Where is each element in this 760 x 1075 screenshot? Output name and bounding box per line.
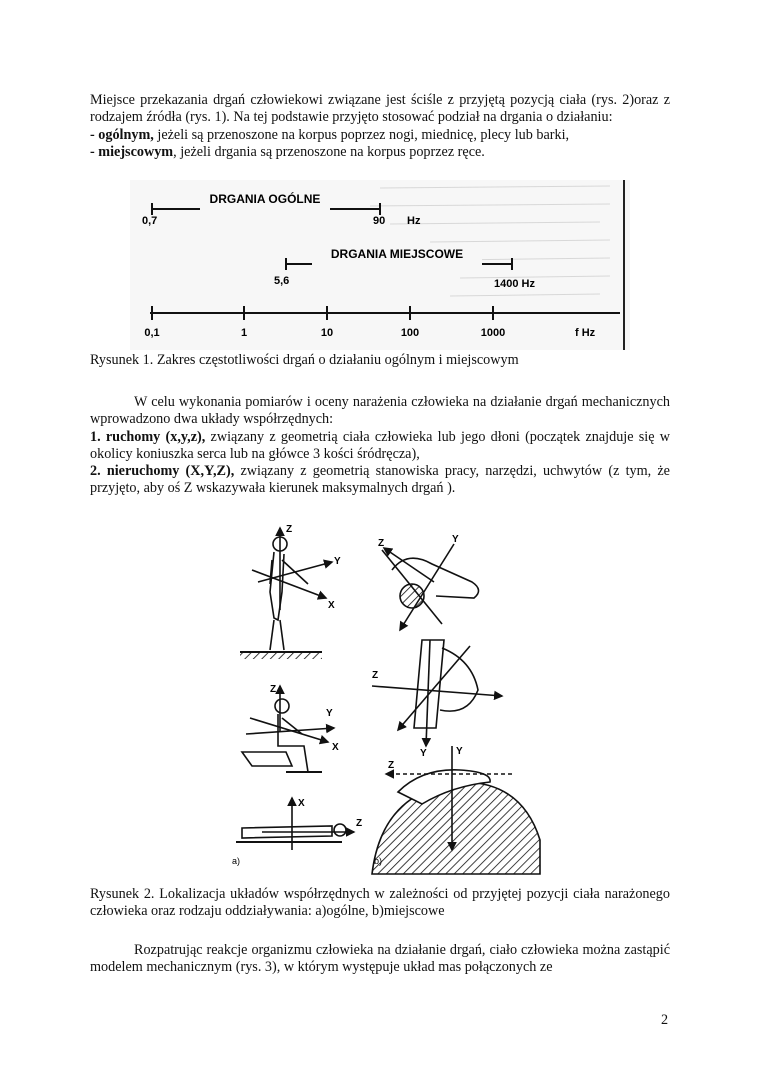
tick-label: 100 [400, 327, 420, 339]
list-item-moving: 1. ruchomy (x,y,z), związany z geometrią ciała człowieka lub jego dłoni (początek znajduje się w okolicy koniuszka serca lub na główce 3 kości śródręcza), [90, 428, 671, 462]
figure1-caption: Rysunek 1. Zakres częstotliwości drgań o działaniu ogólnym i miejscowym [90, 352, 519, 368]
axis-x-label: X [332, 742, 339, 753]
figure-frequency-range [130, 180, 630, 350]
axis-z-label: Z [270, 684, 277, 695]
label-a: a) [232, 856, 241, 866]
axis-z-label: Z [372, 670, 379, 681]
paragraph-text: Rozpatrując reakcje organizmu człowieka na działanie drgań, ciało człowieka można zastąpić modelem mechanicznym (rys. 3), w którym występuje układ mas połączonych ze [90, 942, 670, 976]
axis-z-label: Z [286, 524, 293, 535]
standing-person-figure [240, 528, 332, 656]
label-b: b) [374, 856, 383, 866]
paragraph-intro: Miejsce przekazania drgań człowiekowi związane jest ściśle z przyjętą pozycją ciała (rys. 2)oraz z rodzajem źródła (rys. 1). Na tej podstawie przyjęto stosować podział na drgania o działaniu: [90, 92, 670, 126]
paragraph-mechanical-model [90, 942, 670, 977]
paragraph-coordinate-systems [90, 394, 670, 498]
term-fixed: 2. nieruchomy (X,Y,Z), [90, 463, 235, 480]
axis-y-label: Y [420, 748, 427, 759]
term-moving: 1. ruchomy (x,y,z), [90, 428, 206, 445]
axis-y-label: Y [326, 708, 333, 719]
label-general-vibration: DRGANIA OGÓLNE [209, 192, 321, 206]
tick-label: 0,1 [144, 327, 160, 339]
paragraph-intro: W celu wykonania pomiarów i oceny narażenia człowieka na działanie drgań mechanicznych wprowadzono dwa układy współrzędnych: [90, 394, 670, 428]
term-local: - miejscowym [90, 143, 174, 160]
list-item-general: - ogólnym, jeżeli są przenoszone na korpus poprzez nogi, miednicę, plecy lub barki, [90, 126, 570, 143]
paragraph-vibration-classification [90, 92, 670, 161]
hand-tool-figure [372, 640, 502, 746]
label-general-unit: Hz [407, 215, 421, 227]
axis-unit-label: f Hz [575, 327, 596, 339]
label-general-max: 90 [373, 215, 386, 227]
label-general-min: 0,7 [142, 215, 158, 227]
label-local-max: 1400 Hz [494, 278, 535, 290]
hand-grip-figure [382, 544, 479, 630]
axis-y-label: Y [334, 556, 341, 567]
axis-z-label: Z [356, 818, 363, 829]
hand-surface-figure [372, 746, 540, 874]
seated-person-figure [242, 686, 334, 772]
lying-person-figure [236, 798, 354, 850]
axis-x-label: X [328, 600, 335, 611]
list-item-local: - miejscowym, jeżeli drgania są przenoszone na korpus poprzez ręce. [90, 143, 485, 160]
axis-y-label: Y [456, 746, 463, 757]
axis-y-label: Y [452, 534, 459, 545]
figure2-caption: Rysunek 2. Lokalizacja układów współrzędnych w zależności od przyjętej pozycji ciała narażonego człowieka oraz rodzaju oddziaływania: a)ogólne, b)miejscowe [90, 886, 670, 920]
axis-z-label: Z [388, 760, 395, 771]
page-number: 2 [661, 1012, 669, 1028]
label-local-min: 5,6 [274, 275, 290, 287]
term-general: - ogólnym, [90, 126, 154, 143]
tick-label: 10 [320, 327, 334, 339]
axis-x-label: X [298, 798, 305, 809]
figure-coordinate-systems [222, 520, 542, 884]
axis-z-label: Z [378, 538, 385, 549]
label-local-vibration: DRGANIA MIEJSCOWE [330, 247, 464, 261]
tick-label: 1000 [480, 327, 506, 339]
tick-label: 1 [240, 327, 248, 339]
list-item-fixed: 2. nieruchomy (X,Y,Z), związany z geometrią stanowiska pracy, narzędzi, uchwytów (z tym, że przyjęto, aby oś Z wskazywała kierunek maksymalnych drgań ). [90, 463, 670, 497]
